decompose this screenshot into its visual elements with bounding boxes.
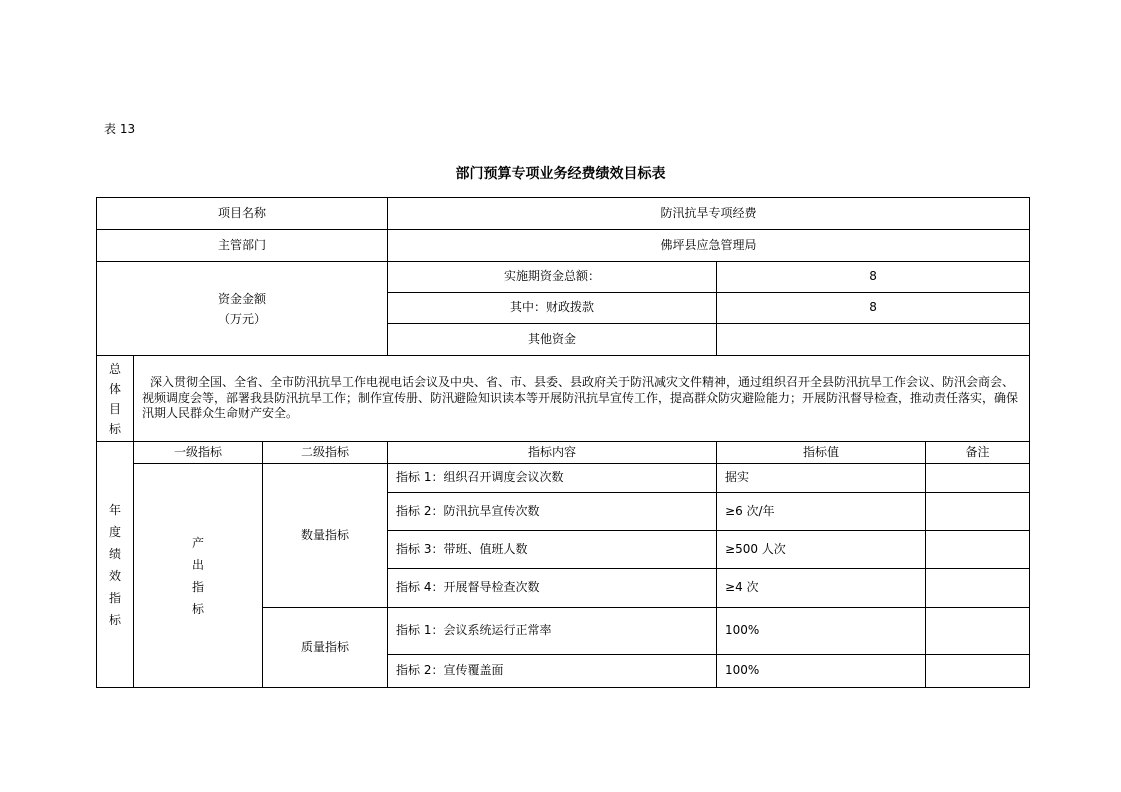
annual-indicators-char: 绩 [108,546,121,561]
level1-output-label [134,464,263,688]
table-row [97,464,1030,493]
annual-indicators-char: 年 [108,502,121,517]
indicator-content: 指标 1：会议系统运行正常率 [388,608,717,655]
performance-target-table [96,197,1030,688]
funds-label [97,262,388,356]
indicator-content: 指标 1：组织召开调度会议次数 [388,464,717,493]
header-level2: 二级指标 [263,442,388,464]
indicator-note [926,655,1030,688]
department-value: 佛坪县应急管理局 [388,230,1030,262]
quality-indicator-label: 质量指标 [263,608,388,688]
overall-goal-content: 深入贯彻全国、全省、全市防汛抗旱工作电视电话会议及中央、省、市、县委、县政府关于防汛减灾文件精神，通过组织召开全县防汛抗旱工作会议、防汛会商会、视频调度会等，部署我县防汛抗旱工作；制作宣传册、防汛避险知识读本等开展防汛抗旱宣传工作，提高群众防灾避险能力；开展防汛督导检查，推动责任落实，确保汛期人民群众生命财产安全。 [142,375,1019,421]
annual-indicators-char: 指 [108,590,121,605]
indicator-note [926,493,1030,531]
level1-char: 标 [191,601,204,616]
indicator-content: 指标 4：开展督导检查次数 [388,569,717,608]
annual-indicators-char: 度 [108,524,121,539]
overall-goal-char: 体 [108,381,121,396]
annual-indicators-label [97,442,134,688]
funds-other-value [717,324,1030,356]
indicator-note [926,608,1030,655]
project-name-label: 项目名称 [97,198,388,230]
indicator-value: 100% [717,655,926,688]
overall-goal-text [134,356,1030,442]
overall-goal-char: 目 [108,401,121,416]
indicator-value: 据实 [717,464,926,493]
funds-fiscal-label: 其中：财政拨款 [388,293,717,324]
annual-indicators-char: 效 [108,568,121,583]
funds-other-label: 其他资金 [388,324,717,356]
department-row [97,230,1030,262]
project-name-value: 防汛抗旱专项经费 [388,198,1030,230]
indicator-note [926,464,1030,493]
overall-goal-label [97,356,134,442]
annual-indicators-char: 标 [108,612,121,627]
funds-fiscal-value: 8 [717,293,1030,324]
header-level1: 一级指标 [134,442,263,464]
table-number: 表 13 [104,122,136,136]
indicator-note [926,531,1030,569]
funds-total-row [97,262,1030,293]
quantity-indicator-label: 数量指标 [263,464,388,608]
overall-goal-char: 标 [108,421,121,436]
header-note: 备注 [926,442,1030,464]
indicator-content: 指标 3：带班、值班人数 [388,531,717,569]
indicator-content: 指标 2：防汛抗旱宣传次数 [388,493,717,531]
funds-total-value: 8 [717,262,1030,293]
funds-label-line2: （万元） [218,311,267,326]
project-name-row [97,198,1030,230]
overall-goal-char: 总 [108,361,121,376]
header-content: 指标内容 [388,442,717,464]
department-label: 主管部门 [97,230,388,262]
document-title: 部门预算专项业务经费绩效目标表 [455,166,666,182]
indicator-value: ≥6 次/年 [717,493,926,531]
funds-total-label: 实施期资金总额： [388,262,717,293]
indicator-note [926,569,1030,608]
overall-goal-row [97,356,1030,442]
funds-label-line1: 资金金额 [218,291,267,306]
header-value: 指标值 [717,442,926,464]
level1-char: 产 [191,535,204,550]
indicator-value: 100% [717,608,926,655]
indicator-header-row [97,442,1030,464]
level1-char: 出 [191,557,204,572]
level1-char: 指 [191,579,204,594]
indicator-value: ≥4 次 [717,569,926,608]
indicator-value: ≥500 人次 [717,531,926,569]
indicator-content: 指标 2：宣传覆盖面 [388,655,717,688]
